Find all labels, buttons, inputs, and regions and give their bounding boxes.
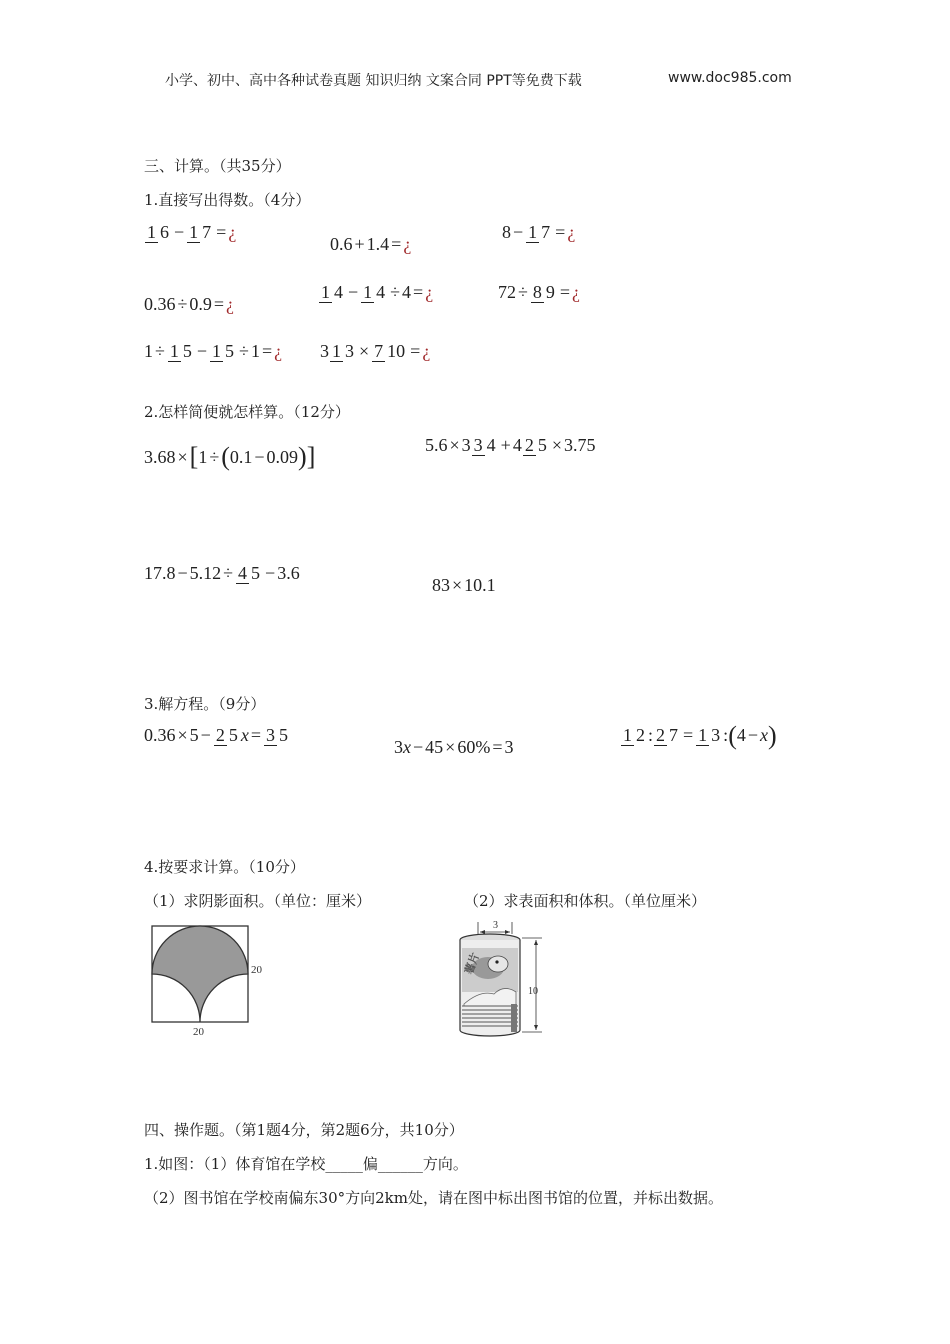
shaded-area-figure xyxy=(140,918,275,1040)
section-4-q1-line-1: 1.如图：（1）体育馆在学校_____偏______方向。 xyxy=(144,1155,468,1173)
q1-item-3: 8 − 1 7 = ¿ xyxy=(502,222,576,242)
cylinder-can-figure xyxy=(450,914,560,1042)
q1-title: 1.直接写出得数。（4分） xyxy=(144,191,311,209)
q4-sub-1: （1）求阴影面积。（单位：厘米） xyxy=(144,892,372,910)
section-4-q1-line-2: （2）图书馆在学校南偏东30°方向2km处，请在图中标出图书馆的位置，并标出数据。 xyxy=(144,1189,723,1207)
q3-eq-2: 3 x − 45 × 60% = 3 xyxy=(394,736,514,757)
q1-item-5: 1 4 − 1 4 ÷ 4 = ¿ xyxy=(321,282,434,302)
q4-title: 4.按要求计算。（10分） xyxy=(144,858,305,876)
q1-item-8: 3 1 3 × 7 10 = ¿ xyxy=(320,341,431,361)
q2-expr-4: 83 × 10.1 xyxy=(432,574,496,595)
q2-expr-3: 17.8 − 5.12 ÷ 4 5 − 3.6 xyxy=(144,563,300,583)
q3-title: 3.解方程。（9分） xyxy=(144,695,266,713)
fig2-diameter-label: 3 xyxy=(493,920,498,931)
q2-expr-1: 3.68 × [ 1 ÷ ( 0.1 − 0.09 ) ] xyxy=(144,442,316,471)
fig2-can-text: 薯片 xyxy=(463,951,483,977)
page-header-text: 小学、初中、高中各种试卷真题 知识归纳 文案合同 PPT等免费下载 xyxy=(165,73,582,89)
page-header-site: www.doc985.com xyxy=(668,70,792,86)
q2-expr-2: 5.6 × 3 3 4 + 4 2 5 × 3.75 xyxy=(425,435,596,455)
q3-eq-1: 0.36 × 5 − 2 5 x = 3 5 xyxy=(144,725,288,745)
q2-title: 2.怎样简便就怎样算。（12分） xyxy=(144,403,350,421)
section-3-title: 三、计算。（共35分） xyxy=(144,157,291,175)
q1-item-6: 72 ÷ 8 9 = ¿ xyxy=(498,282,581,302)
q3-eq-3: 1 2 : 2 7 = 1 3 : ( 4 − x ) xyxy=(623,720,777,750)
section-4-title: 四、操作题。（第1题4分，第2题6分，共10分） xyxy=(144,1121,464,1139)
fig2-height-label: 10 xyxy=(528,986,538,997)
q4-sub-2: （2）求表面积和体积。（单位厘米） xyxy=(464,892,707,910)
q1-item-1: 1 6 − 1 7 = ¿ xyxy=(147,222,237,242)
fig1-side-label: 20 xyxy=(251,964,262,976)
fig1-bottom-label: 20 xyxy=(193,1026,204,1038)
q1-item-2: 0.6 + 1.4 = ¿ xyxy=(330,233,412,254)
q1-item-7: 1 ÷ 1 5 − 1 5 ÷ 1 = ¿ xyxy=(144,341,283,361)
q1-item-4: 0.36 ÷ 0.9 = ¿ xyxy=(144,293,235,314)
